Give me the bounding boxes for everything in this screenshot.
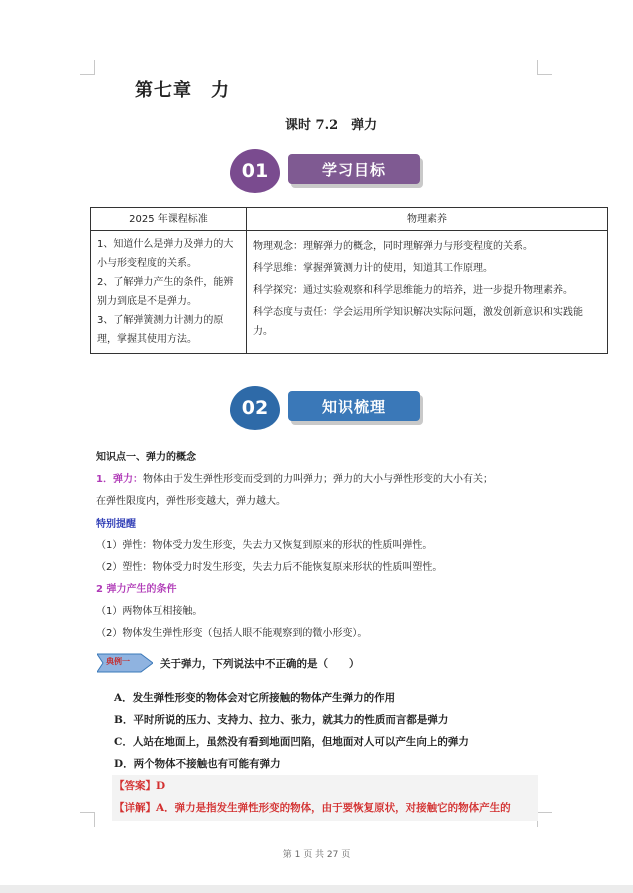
- answer-value: D: [156, 780, 166, 792]
- standard-item: 2、了解弹力产生的条件，能辨别力到底是不是弹力。: [97, 277, 234, 307]
- definition-line: [96, 470, 493, 485]
- explanation-text: A．弹力是指发生弹性形变的物体，由于要恢复原状，对接触它的物体产生的: [156, 802, 511, 814]
- section-label: 学习目标: [288, 154, 420, 184]
- explanation-line: [114, 800, 511, 815]
- condition-item: （1）两物体互相接触。: [96, 606, 203, 617]
- answer-label: 【答案】: [114, 780, 156, 792]
- definition-text: 物体由于发生弹性形变而受到的力叫弹力；弹力的大小与弹性形变的大小有关；: [142, 474, 493, 485]
- table-header-standard: 2025 年课程标准: [91, 208, 247, 231]
- section-number-badge: 01: [230, 149, 280, 193]
- example-question: 关于弹力，下列说法中不正确的是（ ）: [160, 658, 360, 670]
- page-corner-mark: [80, 60, 95, 75]
- special-reminder-title: 特别提醒: [96, 519, 136, 530]
- table-header-literacy: 物理素养: [247, 208, 608, 231]
- page-footer: 第 1 页 共 27 页: [282, 850, 351, 860]
- chapter-title: 第七章 力: [135, 80, 230, 101]
- page-bottom-strip: [0, 885, 633, 893]
- page-corner-mark: [80, 812, 95, 827]
- literacy-item: 科学思维：掌握弹簧测力计的使用，知道其工作原理。: [253, 263, 493, 274]
- option-d: D．两个物体不接触也有可能有弹力: [114, 758, 281, 770]
- standard-item: 1、知道什么是弹力及弹力的大小与形变程度的关系。: [97, 239, 234, 269]
- condition-title: 2 弹力产生的条件: [96, 584, 177, 595]
- option-a: A．发生弹性形变的物体会对它所接触的物体产生弹力的作用: [114, 692, 396, 704]
- page-corner-mark: [537, 812, 552, 827]
- explanation-label: 【详解】: [114, 802, 156, 814]
- lesson-title: 课时 7.2 弹力: [285, 118, 378, 133]
- answer-line: [114, 778, 165, 793]
- option-b: B．平时所说的压力、支持力、拉力、张力，就其力的性质而言都是弹力: [114, 714, 449, 726]
- section-label: 知识梳理: [288, 391, 420, 421]
- reminder-item: （2）塑性：物体受力时发生形变，失去力后不能恢复原来形状的性质叫塑性。: [96, 562, 443, 573]
- knowledge-point-title: 知识点一、弹力的概念: [96, 452, 196, 463]
- reminder-item: （1）弹性：物体受力发生形变，失去力又恢复到原来的形状的性质叫弹性。: [96, 540, 433, 551]
- example-tag: 典例一: [106, 657, 130, 666]
- literacy-cell: [247, 231, 608, 354]
- page-corner-mark: [537, 60, 552, 75]
- literacy-item: 物理观念：理解弹力的概念，同时理解弹力与形变程度的关系。: [253, 241, 533, 252]
- literacy-item: 科学态度与责任：学会运用所学知识解决实际问题，激发创新意识和实践能力。: [253, 307, 583, 337]
- standard-cell: [91, 231, 247, 354]
- option-c: C．人站在地面上，虽然没有看到地面凹陷，但地面对人可以产生向上的弹力: [114, 736, 469, 748]
- definition-term: 1．弹力：: [96, 474, 143, 485]
- condition-item: （2）物体发生弹性形变（包括人眼不能观察到的微小形变）。: [96, 628, 368, 639]
- goals-table: [90, 207, 608, 354]
- literacy-item: 科学探究：通过实验观察和科学思维能力的培养，进一步提升物理素养。: [253, 285, 573, 296]
- definition-line-2: 在弹性限度内，弹性形变越大，弹力越大。: [96, 496, 286, 507]
- standard-item: 3、了解弹簧测力计测力的原理，掌握其使用方法。: [97, 315, 224, 345]
- section-number-badge: 02: [230, 386, 280, 430]
